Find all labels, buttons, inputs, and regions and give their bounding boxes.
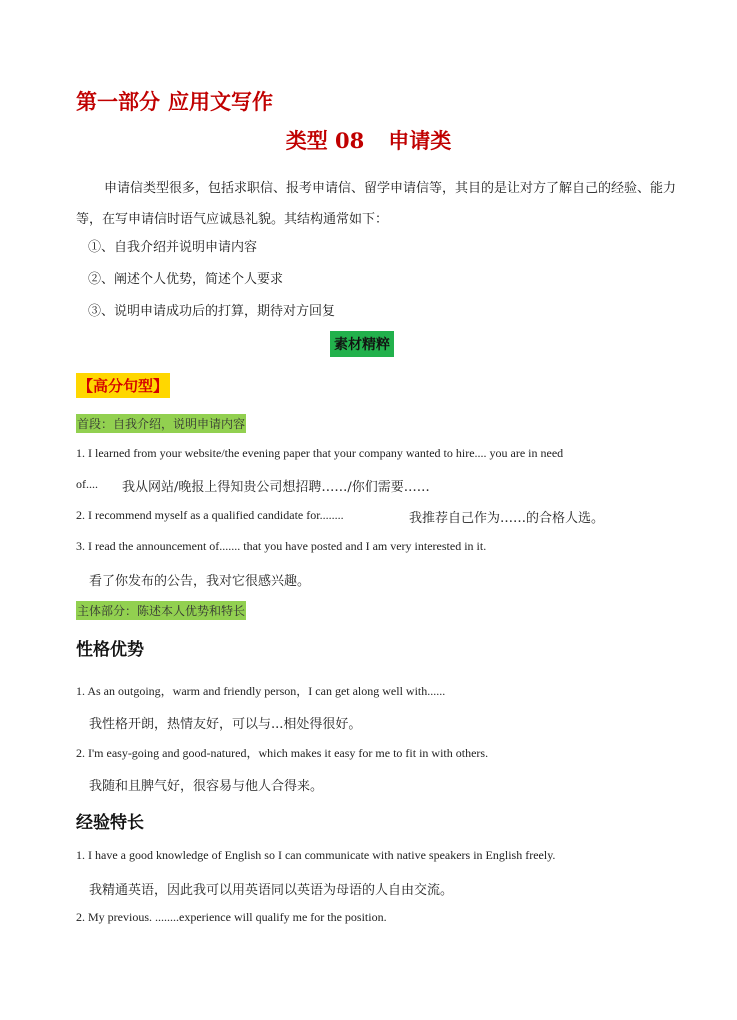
personality-1-cn: 我性格开朗，热情友好，可以与...相处得很好。 [89, 717, 362, 732]
sentence-2-cn: 我推荐自己作为……的合格人选。 [409, 511, 605, 526]
sentence-3-cn: 看了你发布的公告，我对它很感兴趣。 [89, 574, 311, 589]
experience-2-en: 2. My previous. ........experience will qualify me for the position. [76, 910, 387, 924]
experience-1-cn: 我精通英语，因此我可以用英语同以英语为母语的人自由交流。 [89, 883, 454, 898]
structure-step-3: ③、说明申请成功后的打算，期待对方回复 [88, 304, 336, 319]
intro-paragraph: 申请信类型很多，包括求职信、报考申请信、留学申请信等，其目的是让对方了解自己的经验、能力等，在写申请信时语气应诚恳礼貌。其结构通常如下： [76, 181, 677, 227]
sentence-1-en: 1. I learned from your website/the evening paper that your company wanted to hire.... you are in need [76, 446, 564, 460]
type-name: 申请类 [388, 128, 452, 153]
personality-heading: 性格优势 [76, 640, 144, 660]
sentence-1-cn: 我从网站/晚报上得知贵公司想招聘……/你们需要…… [122, 480, 430, 495]
high-score-label: 【高分句型】 [76, 373, 170, 398]
section-badge: 素材精粹 [330, 331, 394, 357]
type-number: 类型 08 [285, 128, 365, 153]
part-number: 第一部分 [76, 89, 160, 114]
structure-step-2: ②、阐述个人优势，简述个人要求 [88, 272, 284, 287]
body-paragraph-label: 主体部分：陈述本人优势和特长 [76, 601, 246, 620]
first-paragraph-label: 首段：自我介绍，说明申请内容 [76, 414, 246, 433]
personality-1-en: 1. As an outgoing，warm and friendly person，I can get along well with...... [76, 684, 446, 698]
type-title [0, 125, 737, 155]
personality-2-en: 2. I'm easy-going and good-natured，which makes it easy for me to fit in with others. [76, 746, 489, 760]
structure-step-1: ①、自我介绍并说明申请内容 [88, 240, 258, 255]
personality-2-cn: 我随和且脾气好，很容易与他人合得来。 [89, 779, 324, 794]
experience-1-en: 1. I have a good knowledge of English so I can communicate with native speakers in English freely. [76, 848, 556, 862]
part-name: 应用文写作 [168, 89, 273, 114]
sentence-2-en: 2. I recommend myself as a qualified candidate for........ [76, 508, 344, 522]
sentence-1-en-cont: of.... [76, 477, 98, 491]
experience-heading: 经验特长 [76, 813, 144, 833]
part-title [76, 86, 273, 116]
sentence-3-en: 3. I read the announcement of....... that you have posted and I am very interested in it. [76, 539, 487, 553]
